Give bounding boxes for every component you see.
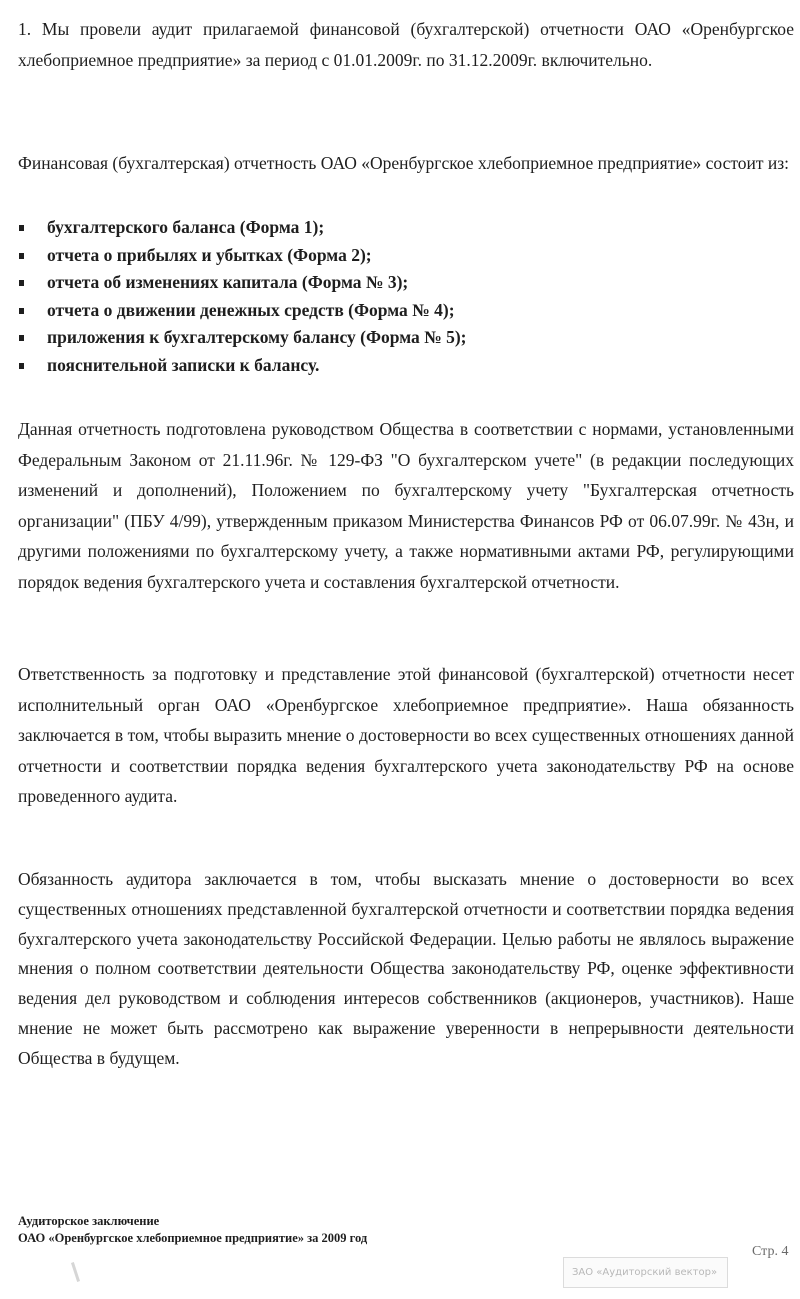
list-item-text: бухгалтерского баланса (Форма 1);	[47, 217, 325, 237]
page-footer	[18, 1213, 367, 1247]
list-item-text: приложения к бухгалтерскому балансу (Форма № 5);	[47, 327, 467, 348]
list-item	[18, 214, 778, 242]
list-item-text: отчета об изменениях капитала (Форма № 3);	[47, 272, 409, 293]
stamp-text: ЗАО «Аудиторский вектор»	[572, 1267, 718, 1278]
paragraph-preparation-basis: Данная отчетность подготовлена руководством Общества в соответствии с нормами, установленными Федеральным Законом от 21.11.96г. № 129-ФЗ "О бухгалтерском учете" (в редакции последующих изменений и дополнений), Положением по бухгалтерскому учету "Бухгалтерская отчетность организации" (ПБУ 4/99), утвержденным приказом Министерства Финансов РФ от 06.07.99г. № 43н, и другими положениями по бухгалтерскому учету, а также нормативными актами РФ, регулирующими порядок ведения бухгалтерского учета и составления бухгалтерской отчетности.	[18, 419, 794, 592]
paragraph-reporting-composition: Финансовая (бухгалтерская) отчетность ОАО «Оренбургское хлебоприемное предприятие» состоит из:	[18, 153, 790, 173]
list-item	[18, 324, 778, 352]
reporting-forms-list	[18, 214, 778, 380]
list-item	[18, 242, 778, 270]
bullet-icon	[19, 363, 24, 369]
footer-title: Аудиторское заключение	[18, 1214, 160, 1228]
scan-mark	[71, 1262, 80, 1282]
paragraph-responsibility: Ответственность за подготовку и представление этой финансовой (бухгалтерской) отчетности несет исполнительный орган ОАО «Оренбургское хлебоприемное предприятие». Наша обязанность заключается в том, чтобы выразить мнение о достоверности во всех существенных отношениях данной отчетности и соответствии порядка ведения бухгалтерского учета законодательству РФ на основе проведенного аудита.	[18, 664, 794, 806]
bullet-icon	[19, 253, 24, 259]
bullet-icon	[19, 308, 24, 314]
list-item-text: отчета о движении денежных средств (Форма № 4);	[47, 299, 455, 320]
page-number: Стр. 4	[752, 1244, 789, 1259]
list-item	[18, 352, 778, 380]
list-item	[18, 269, 778, 297]
company-stamp	[563, 1257, 728, 1288]
list-item-text: отчета о прибылях и убытках (Форма 2);	[47, 244, 372, 265]
list-item-text: пояснительной записки к балансу.	[47, 354, 320, 375]
bullet-icon	[19, 225, 24, 231]
bullet-icon	[19, 280, 24, 286]
list-item	[18, 297, 778, 325]
paragraph-audit-intro: 1. Мы провели аудит прилагаемой финансовой (бухгалтерской) отчетности ОАО «Оренбургское хлебоприемное предприятие» за период с 01.01.2009г. по 31.12.2009г. включительно.	[18, 19, 794, 70]
footer-subtitle: ОАО «Оренбургское хлебоприемное предприятие» за 2009 год	[18, 1231, 368, 1245]
paragraph-auditor-duty: Обязанность аудитора заключается в том, чтобы высказать мнение о достоверности во всех существенных отношениях представленной бухгалтерской отчетности и соответствии порядка ведения бухгалтерского учета законодательству Российской Федерации. Целью работы не являлось выражение мнения о полном соответствии деятельности Общества законодательству РФ, оценке эффективности ведения дел руководством и соблюдения интересов собственников (акционеров, участников). Наше мнение не может быть рассмотрено как выражение уверенности в непрерывности деятельности Общества в будущем.	[18, 869, 794, 1068]
bullet-icon	[19, 335, 24, 341]
